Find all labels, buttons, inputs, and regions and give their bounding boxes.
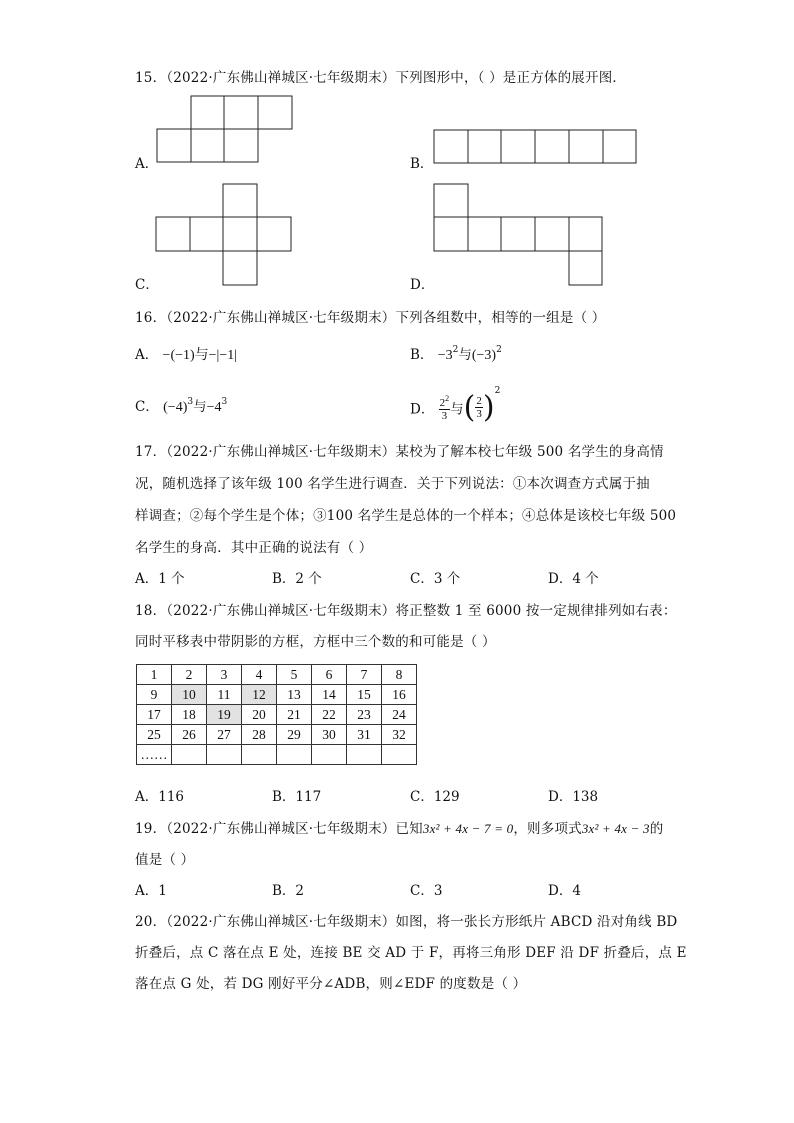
- table-cell: 24: [382, 705, 417, 725]
- q18-line-2: 同时平移表中带阴影的方框，方框中三个数的和可能是（ ）: [135, 634, 496, 650]
- table-cell: 22: [312, 705, 347, 725]
- q16-exp-c-2: 3: [221, 397, 228, 407]
- table-cell: 6: [312, 665, 347, 685]
- q19-equation-2: 3x² + 4x − 3: [581, 821, 650, 836]
- q16-den-d-1: 3: [441, 410, 448, 422]
- net-b-square: [468, 130, 501, 163]
- q17-line-4: 名学生的身高．其中正确的说法有（ ）: [135, 540, 373, 556]
- q16-label-c: C．: [135, 399, 159, 415]
- q16-paren-close: ): [482, 390, 495, 425]
- net-a-square: [157, 129, 191, 162]
- net-b-square: [501, 130, 535, 163]
- q15-net-c[interactable]: [156, 184, 296, 289]
- table-cell: 17: [137, 705, 172, 725]
- table-cell: 8: [382, 665, 417, 685]
- net-d-square: [434, 184, 468, 217]
- table-cell: [382, 745, 417, 765]
- table-cell: 25: [137, 725, 172, 745]
- q16-option-a[interactable]: [135, 343, 237, 364]
- shaded-cell: 19: [207, 705, 242, 725]
- q17-option-c[interactable]: C．3 个: [410, 571, 461, 587]
- q15-net-b[interactable]: [434, 130, 639, 165]
- table-cell: 32: [382, 725, 417, 745]
- q19-option-b[interactable]: B．2: [272, 883, 305, 899]
- net-c-square: [223, 217, 257, 251]
- net-b-square: [535, 130, 569, 163]
- table-cell: 7: [347, 665, 382, 685]
- table-row: [137, 725, 417, 745]
- q16-exp-b-1: 2: [452, 345, 459, 355]
- table-cell: ……: [137, 745, 172, 765]
- q19-option-d[interactable]: D．4: [548, 883, 581, 899]
- table-cell: 13: [277, 685, 312, 705]
- table-cell: 18: [172, 705, 207, 725]
- q16-num-d-2: 2: [476, 395, 482, 407]
- net-a-square: [258, 96, 292, 129]
- net-b-square: [434, 130, 468, 163]
- table-cell: 23: [347, 705, 382, 725]
- table-cell: 2: [172, 665, 207, 685]
- net-d-square: [569, 251, 602, 285]
- q17-option-d[interactable]: D．4 个: [548, 571, 599, 587]
- table-cell: 29: [277, 725, 312, 745]
- q19-line-1: [135, 817, 663, 837]
- table-cell: 1: [137, 665, 172, 685]
- net-a-square: [191, 129, 224, 162]
- net-c-square: [223, 184, 257, 217]
- q16-num-d-1: 2: [439, 397, 446, 409]
- q20-line-3: 落在点 G 处，若 DG 刚好平分∠ADB，则∠EDF 的度数是（ ）: [135, 976, 527, 992]
- q16-mid-c: 与: [193, 399, 207, 415]
- net-c-square: [156, 217, 190, 251]
- net-a-square: [224, 129, 258, 162]
- table-row: [137, 745, 417, 765]
- q16-label-b: B．: [410, 347, 434, 363]
- q16-frac-d-1: [439, 393, 451, 422]
- table-cell: [242, 745, 277, 765]
- q18-line-1: 18．（2022·广东佛山禅城区·七年级期末）将正整数 1 至 6000 按一定规律排列如右表：: [135, 603, 677, 619]
- table-cell: 15: [347, 685, 382, 705]
- table-cell: 16: [382, 685, 417, 705]
- table-cell: 27: [207, 725, 242, 745]
- q17-option-b[interactable]: B．2 个: [272, 571, 322, 587]
- net-a-square: [224, 96, 258, 129]
- q16-stem: 16．（2022·广东佛山禅城区·七年级期末）下列各组数中，相等的一组是（ ）: [135, 310, 606, 326]
- q20-line-2: 折叠后，点 C 落在点 E 处，连接 BE 交 AD 于 F，再将三角形 DEF 沿 DF 折叠后，点 E: [135, 945, 687, 961]
- shaded-cell: 10: [172, 685, 207, 705]
- q18-number-table: [136, 664, 417, 765]
- table-cell: [347, 745, 382, 765]
- table-row: [137, 665, 417, 685]
- q16-paren-open: (: [463, 390, 476, 425]
- q17-option-a[interactable]: A．1 个: [135, 571, 185, 587]
- q16-expr-c-2: −4: [206, 400, 222, 415]
- q16-exp-c-1: 3: [187, 397, 194, 407]
- table-cell: 3: [207, 665, 242, 685]
- table-cell: 5: [277, 665, 312, 685]
- q16-frac-d-2: [475, 395, 483, 420]
- q19-equation-1: 3x² + 4x − 7 = 0: [422, 821, 514, 836]
- table-cell: 20: [242, 705, 277, 725]
- q15-label-b: B．: [410, 156, 434, 172]
- q19-option-a[interactable]: A．1: [135, 883, 167, 899]
- q15-label-d: D．: [410, 277, 435, 293]
- q17-line-1: 17．（2022·广东佛山禅城区·七年级期末）某校为了解本校七年级 500 名学生的身高情: [135, 444, 664, 460]
- q15-net-d[interactable]: [434, 184, 609, 289]
- q16-label-a: A．: [135, 347, 159, 363]
- net-c-square: [223, 251, 257, 285]
- q15-stem: 15．（2022·广东佛山禅城区·七年级期末）下列图形中，（ ）是正方体的展开图．: [135, 70, 627, 86]
- q16-exp-d-2: 2: [494, 386, 501, 396]
- q16-label-d: D．: [410, 401, 435, 418]
- q18-option-a[interactable]: A．116: [135, 789, 185, 805]
- table-cell: 9: [137, 685, 172, 705]
- q17-line-2: 况，随机选择了该年级 100 名学生进行调查．关于下列说法：①本次调查方式属于抽: [135, 476, 650, 492]
- q15-net-a[interactable]: [157, 96, 297, 166]
- net-d-square: [468, 217, 501, 251]
- q16-mid-d: 与: [450, 401, 464, 418]
- table-cell: [172, 745, 207, 765]
- q20-line-1: 20．（2022·广东佛山禅城区·七年级期末）如图，将一张长方形纸片 ABCD 沿对角线 BD: [135, 914, 678, 930]
- q16-option-d[interactable]: [410, 386, 500, 425]
- net-c-square: [257, 217, 291, 251]
- q17-line-3: 样调查；②每个学生是个体；③100 名学生是总体的一个样本；④总体是该校七年级 500: [135, 508, 677, 524]
- table-cell: [312, 745, 347, 765]
- table-cell: 14: [312, 685, 347, 705]
- q16-den-d-2: 3: [476, 408, 482, 420]
- q16-option-b[interactable]: [410, 343, 502, 364]
- q19-prefix: 19．（2022·广东佛山禅城区·七年级期末）已知: [135, 821, 423, 837]
- q16-exp-b-2: 2: [496, 345, 502, 355]
- net-a-square: [191, 96, 224, 129]
- q18-option-c[interactable]: C．129: [410, 789, 460, 805]
- q16-expr-a: −(−1)与−|−1|: [162, 348, 238, 363]
- table-row: [137, 705, 417, 725]
- net-d-square: [569, 217, 602, 251]
- q19-suffix: 的: [649, 821, 664, 837]
- table-cell: 30: [312, 725, 347, 745]
- table-cell: 4: [242, 665, 277, 685]
- q15-label-c: C．: [135, 277, 159, 293]
- q19-line-2: 值是（ ）: [135, 852, 195, 868]
- net-d-square: [535, 217, 569, 251]
- table-cell: [207, 745, 242, 765]
- q16-expr-b-2: (−3): [471, 348, 497, 363]
- table-cell: 28: [242, 725, 277, 745]
- shaded-cell: 12: [242, 685, 277, 705]
- q19-option-c[interactable]: C．3: [410, 883, 443, 899]
- table-cell: 31: [347, 725, 382, 745]
- net-d-square: [434, 217, 468, 251]
- net-c-square: [190, 217, 223, 251]
- q16-expr-b-1: −3: [437, 348, 453, 363]
- table-cell: [277, 745, 312, 765]
- table-cell: 26: [172, 725, 207, 745]
- q16-expr-c-1: (−4): [163, 400, 188, 415]
- q18-option-d[interactable]: D．138: [548, 789, 599, 805]
- net-b-square: [603, 130, 636, 163]
- q16-num-d-1-exp: 2: [445, 394, 450, 403]
- q19-mid: ，则多项式: [513, 821, 582, 837]
- table-cell: 21: [277, 705, 312, 725]
- net-b-square: [569, 130, 603, 163]
- q16-mid-b: 与: [458, 347, 472, 363]
- net-d-square: [501, 217, 535, 251]
- table-row: [137, 685, 417, 705]
- q18-option-b[interactable]: B．117: [272, 789, 322, 805]
- q15-label-a: A．: [135, 156, 159, 172]
- table-cell: 11: [207, 685, 242, 705]
- q16-option-c[interactable]: [135, 395, 227, 416]
